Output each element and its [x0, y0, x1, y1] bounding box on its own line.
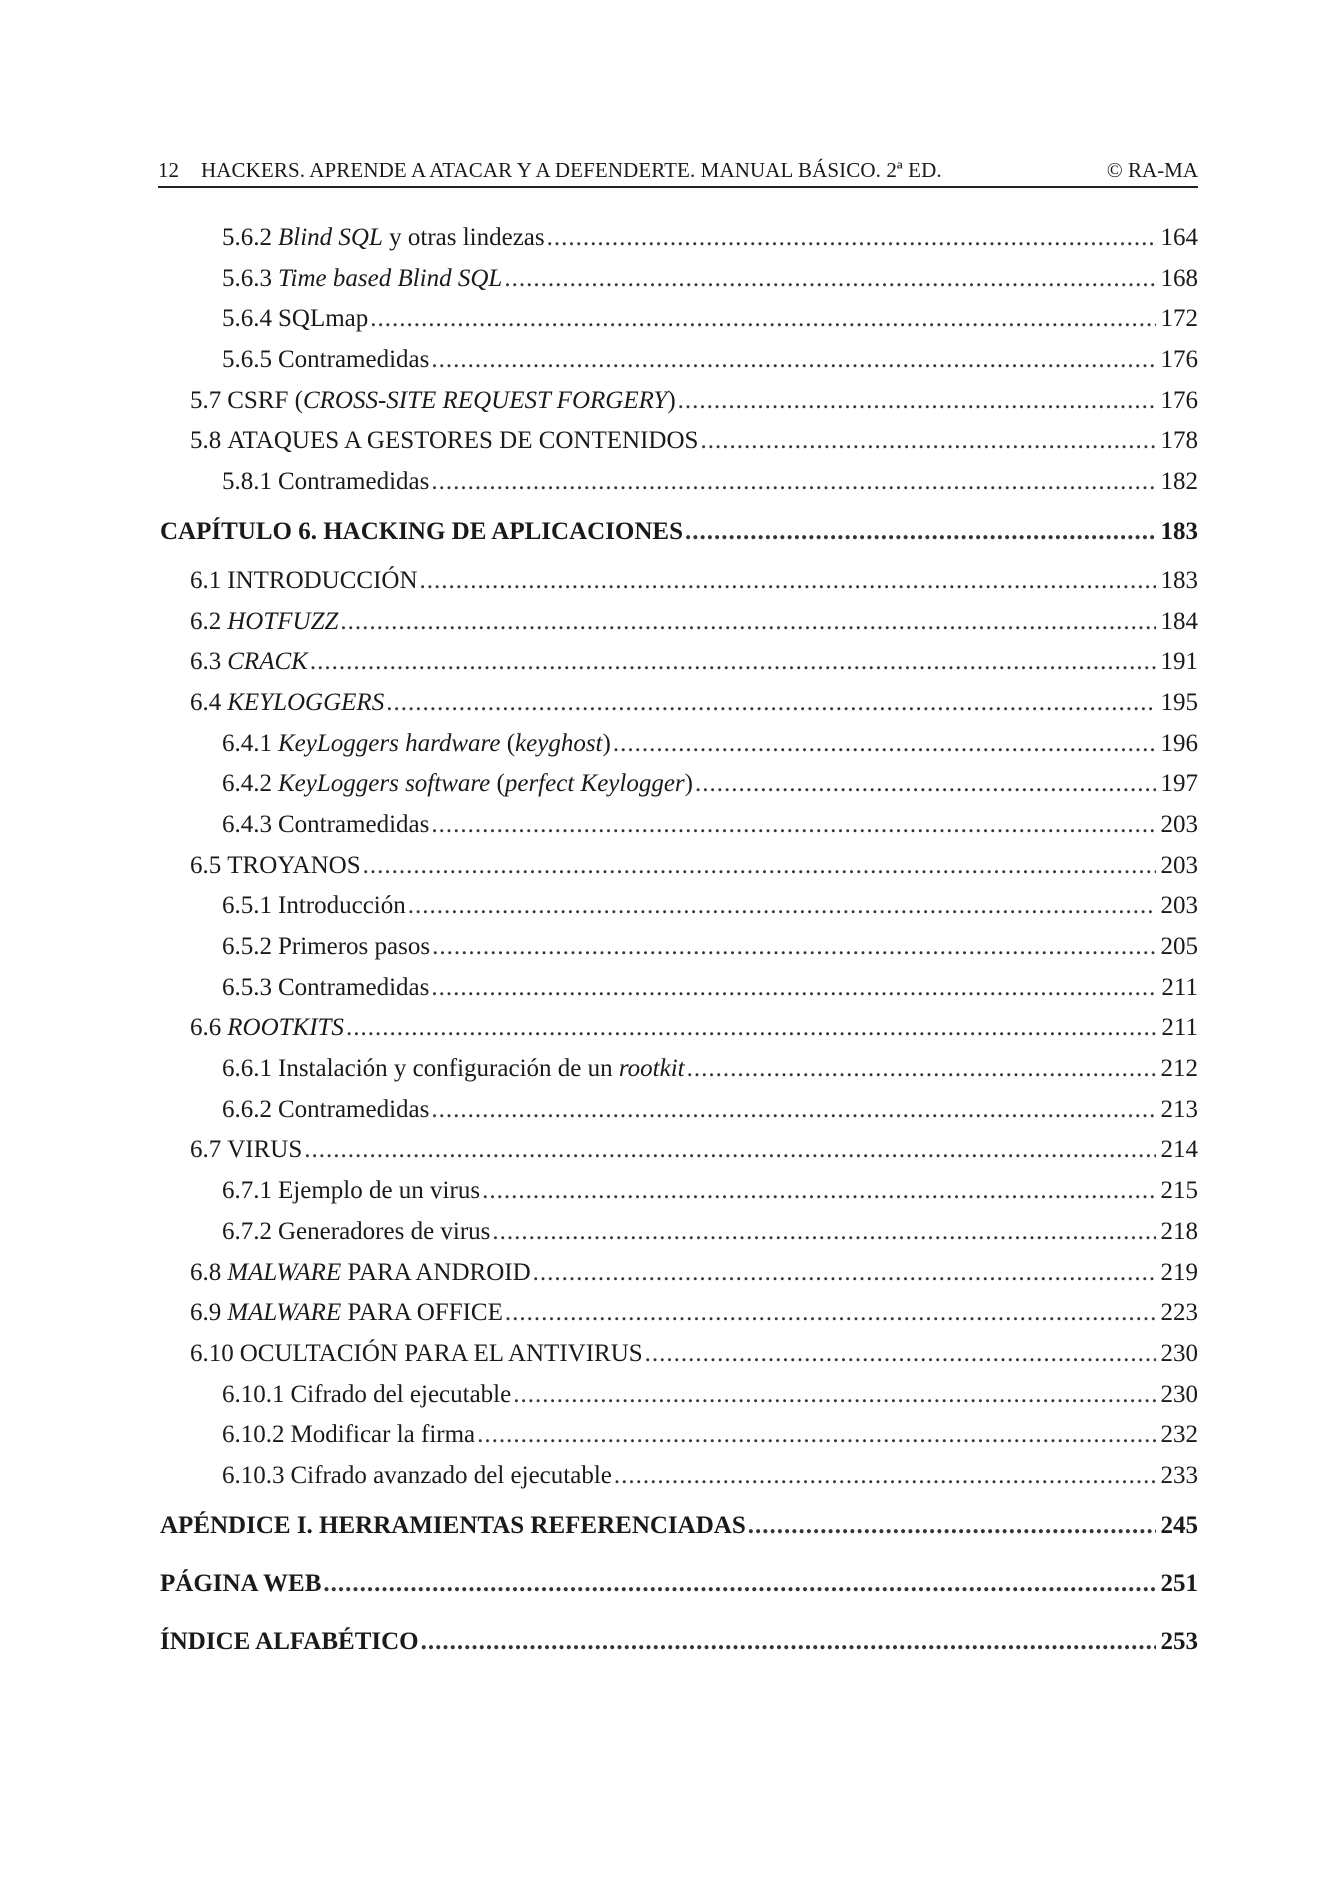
- toc-entry[interactable]: [160, 642, 1198, 683]
- toc-entry-number: 6.5: [190, 851, 222, 879]
- dot-leader: [431, 805, 1156, 846]
- toc-chapter-entry[interactable]: [160, 1555, 1198, 1613]
- running-header: [158, 156, 1198, 188]
- dot-leader: [386, 683, 1156, 724]
- toc-entry[interactable]: [160, 1212, 1198, 1253]
- toc-entry[interactable]: [160, 805, 1198, 846]
- toc-entry-number: 6.10: [190, 1339, 234, 1367]
- dot-leader: [431, 1090, 1156, 1131]
- dot-leader: [492, 1212, 1156, 1253]
- toc-entry-text: PARA OFFICE: [341, 1299, 503, 1327]
- toc-page-number: 223: [1160, 1299, 1198, 1327]
- toc-entry[interactable]: [160, 846, 1198, 887]
- dot-leader: [431, 462, 1156, 503]
- toc-entry-label: [190, 421, 698, 462]
- toc-entry[interactable]: [160, 1130, 1198, 1171]
- toc-entry[interactable]: [160, 1293, 1198, 1334]
- toc-entry[interactable]: [160, 927, 1198, 968]
- toc-entry-text: MALWARE: [227, 1258, 342, 1286]
- toc-entry-text: KeyLoggers hardware: [278, 729, 501, 757]
- dot-leader: [748, 1497, 1156, 1555]
- toc-page-number: 164: [1160, 224, 1198, 251]
- dot-leader: [363, 846, 1156, 887]
- toc-entry-text: ÍNDICE ALFABÉTICO: [160, 1627, 419, 1655]
- toc-entry-number: 6.4.1: [222, 729, 272, 757]
- toc-entry-text: Contramedidas: [278, 973, 430, 1001]
- toc-entry-text: Contramedidas: [278, 1095, 430, 1123]
- toc-entry-number: 6.6.1: [222, 1055, 272, 1083]
- toc-entry-number: 6.10.3: [222, 1461, 285, 1489]
- toc-entry-number: 6.7.1: [222, 1177, 272, 1205]
- toc-entry-label: [160, 1497, 746, 1555]
- dot-leader: [700, 421, 1156, 462]
- header-publisher: © RA-MA: [1106, 158, 1198, 182]
- toc-entry-label: [222, 1171, 480, 1212]
- toc-entry-number: 6.5.1: [222, 892, 272, 920]
- toc-entry-text: Instalación y configuración de un: [278, 1055, 619, 1083]
- toc-entry-text: ): [667, 386, 676, 414]
- toc-entry[interactable]: [160, 1456, 1198, 1497]
- toc-entry-text: ATAQUES A GESTORES DE CONTENIDOS: [227, 427, 699, 455]
- toc-entry-text: Generadores de virus: [278, 1217, 491, 1245]
- toc-page-number: 203: [1160, 851, 1198, 879]
- toc-entry-text: MALWARE: [227, 1299, 342, 1327]
- toc-entry[interactable]: [160, 683, 1198, 724]
- toc-entry-text: VIRUS: [227, 1136, 303, 1164]
- toc-chapter-entry[interactable]: [160, 503, 1198, 561]
- toc-entry-label: [222, 259, 502, 300]
- toc-entry[interactable]: [160, 1008, 1198, 1049]
- toc-entry[interactable]: [160, 462, 1198, 503]
- dot-leader: [645, 1334, 1156, 1375]
- dot-leader: [695, 764, 1156, 805]
- toc-entry-text: Contramedidas: [278, 468, 430, 496]
- toc-entry-text: Ejemplo de un virus: [278, 1177, 481, 1205]
- dot-leader: [340, 602, 1156, 643]
- dot-leader: [613, 724, 1156, 765]
- dot-leader: [323, 1555, 1156, 1613]
- dot-leader: [614, 1456, 1156, 1497]
- toc-page-number: 251: [1160, 1569, 1198, 1597]
- toc-page-number: 183: [1160, 566, 1198, 594]
- dot-leader: [505, 1293, 1156, 1334]
- toc-entry-number: 6.7: [190, 1136, 222, 1164]
- toc-entry-label: [222, 764, 693, 805]
- toc-page-number: 182: [1160, 468, 1198, 496]
- toc-entry-number: 6.7.2: [222, 1217, 272, 1245]
- toc-entry-text: perfect Keylogger: [504, 770, 685, 798]
- header-book-title: HACKERS. APRENDE A ATACAR Y A DEFENDERTE. MANUAL BÁSICO. 2ª ED.: [201, 158, 942, 182]
- toc-entry-number: 6.9: [190, 1299, 222, 1327]
- toc-entry-text: Blind SQL: [278, 224, 383, 251]
- dot-leader: [408, 886, 1156, 927]
- toc-entry-label: [222, 1456, 612, 1497]
- toc-entry-text: CROSS-SITE REQUEST FORGERY: [302, 386, 668, 414]
- toc-entry-label: [190, 1253, 531, 1294]
- toc-page-number: 215: [1160, 1177, 1198, 1205]
- toc-entry-text: PÁGINA WEB: [160, 1569, 322, 1597]
- toc-page-number: 212: [1160, 1055, 1198, 1083]
- toc-entry-text: KeyLoggers software: [278, 770, 491, 798]
- toc-entry-text: CRACK: [227, 648, 308, 676]
- toc-entry[interactable]: [160, 218, 1198, 259]
- toc-page-number: 205: [1160, 933, 1198, 960]
- toc-entry-text: KEYLOGGERS: [227, 688, 385, 716]
- toc-chapter-entry[interactable]: [160, 1497, 1198, 1555]
- toc-entry[interactable]: [160, 1049, 1198, 1090]
- header-page-number: 12: [158, 158, 179, 182]
- toc-entry-label: [190, 1008, 344, 1049]
- toc-page-number: 213: [1160, 1095, 1198, 1123]
- toc-chapter-entry[interactable]: [160, 1613, 1198, 1671]
- toc-entry-text: Modificar la firma: [290, 1421, 476, 1449]
- toc-entry-label: [190, 1130, 302, 1171]
- toc-entry-label: [222, 927, 430, 968]
- dot-leader: [431, 340, 1156, 381]
- toc-entry-number: 6.5.3: [222, 973, 272, 1001]
- toc-page-number: 176: [1160, 346, 1198, 374]
- toc-page-number: 232: [1160, 1421, 1198, 1449]
- toc-entry-text: Cifrado del ejecutable: [290, 1380, 512, 1408]
- toc-entry[interactable]: [160, 1253, 1198, 1294]
- toc-entry-text: Introducción: [278, 892, 406, 920]
- dot-leader: [370, 299, 1156, 340]
- toc-entry-label: [190, 1293, 503, 1334]
- toc-entry-text: HOTFUZZ: [227, 607, 339, 635]
- toc-page-number: 218: [1160, 1217, 1198, 1245]
- toc-entry-label: [222, 1049, 685, 1090]
- toc-entry-text: SQLmap: [278, 305, 369, 333]
- toc-entry[interactable]: [160, 299, 1198, 340]
- toc-entry-number: 6.4: [190, 688, 222, 716]
- toc-entry[interactable]: [160, 724, 1198, 765]
- toc-page-number: 196: [1160, 729, 1198, 757]
- toc-entry-label: [190, 381, 676, 422]
- toc-entry-number: 6.4.2: [222, 770, 272, 798]
- toc-page-number: 211: [1161, 1014, 1198, 1042]
- toc-page-number: 211: [1161, 973, 1198, 1001]
- toc-entry-text: TROYANOS: [227, 851, 361, 879]
- toc-entry-text: ): [602, 729, 611, 757]
- toc-entry-number: 6.2: [190, 607, 222, 635]
- toc-entry-label: [222, 886, 406, 927]
- toc-entry-label: [222, 968, 429, 1009]
- toc-page-number: 191: [1160, 648, 1198, 676]
- toc-page-number: 253: [1160, 1627, 1198, 1655]
- toc-entry-label: [222, 1415, 475, 1456]
- toc-entry-number: 5.6.5: [222, 346, 272, 374]
- toc-entry-number: 5.7: [190, 386, 222, 414]
- toc-page-number: 172: [1160, 305, 1198, 333]
- toc-entry-number: 5.8: [190, 427, 222, 455]
- toc-entry-text: Contramedidas: [278, 810, 430, 838]
- toc-entry-text: Primeros pasos: [278, 933, 431, 960]
- toc-entry-text: (: [500, 729, 516, 757]
- toc-page-number: 214: [1160, 1136, 1198, 1164]
- dot-leader: [431, 968, 1156, 1009]
- toc-entry-number: 6.5.2: [222, 933, 272, 960]
- toc-entry[interactable]: [160, 259, 1198, 300]
- toc-entry-text: rootkit: [618, 1055, 685, 1083]
- toc-entry-text: Time based Blind SQL: [278, 264, 503, 292]
- toc-page-number: 230: [1160, 1339, 1198, 1367]
- toc-entry-text: CAPÍTULO 6. HACKING DE APLICACIONES: [160, 517, 683, 545]
- toc-entry-label: [160, 1555, 321, 1613]
- toc-entry-number: 6.6.2: [222, 1095, 272, 1123]
- dot-leader: [504, 259, 1156, 300]
- dot-leader: [685, 503, 1156, 561]
- dot-leader: [310, 642, 1156, 683]
- toc-entry-text: INTRODUCCIÓN: [227, 566, 418, 594]
- toc-page-number: 178: [1160, 427, 1198, 455]
- toc-page-number: 195: [1160, 688, 1198, 716]
- toc-entry-label: [222, 1212, 490, 1253]
- toc-entry[interactable]: [160, 1415, 1198, 1456]
- toc-entry-number: 6.10.1: [222, 1380, 285, 1408]
- toc-entry-text: PARA ANDROID: [341, 1258, 531, 1286]
- toc-entry-text: keyghost: [515, 729, 603, 757]
- dot-leader: [420, 561, 1156, 602]
- toc-entry-label: [222, 805, 429, 846]
- toc-entry-number: 5.8.1: [222, 468, 272, 496]
- dot-leader: [547, 218, 1156, 259]
- toc-entry-label: [222, 724, 611, 765]
- dot-leader: [304, 1130, 1156, 1171]
- dot-leader: [678, 381, 1156, 422]
- toc-page-number: 219: [1160, 1258, 1198, 1286]
- toc-page-number: 197: [1160, 770, 1198, 798]
- toc-entry[interactable]: [160, 1375, 1198, 1416]
- toc-entry[interactable]: [160, 381, 1198, 422]
- toc-entry[interactable]: [160, 561, 1198, 602]
- dot-leader: [482, 1171, 1156, 1212]
- toc-entry-label: [190, 846, 361, 887]
- toc-entry-text: ROOTKITS: [227, 1014, 344, 1042]
- toc-page-number: 233: [1160, 1461, 1198, 1489]
- dot-leader: [421, 1613, 1156, 1671]
- toc-page-number: 230: [1160, 1380, 1198, 1408]
- toc-entry-label: [222, 218, 545, 259]
- toc-entry-number: 5.6.3: [222, 264, 272, 292]
- toc-entry-number: 6.3: [190, 648, 222, 676]
- toc-entry-text: Contramedidas: [278, 346, 430, 374]
- dot-leader: [432, 927, 1156, 968]
- toc-entry-label: [190, 561, 418, 602]
- toc-entry-text: APÉNDICE I. HERRAMIENTAS REFERENCIADAS: [160, 1511, 746, 1539]
- toc-entry-label: [190, 642, 308, 683]
- toc-entry-label: [190, 683, 384, 724]
- toc-entry-number: 6.8: [190, 1258, 222, 1286]
- toc-entry-number: 5.6.2: [222, 224, 272, 251]
- toc-entry-number: 6.10.2: [222, 1421, 285, 1449]
- toc-entry[interactable]: [160, 1090, 1198, 1131]
- toc-entry[interactable]: [160, 421, 1198, 462]
- toc-entry[interactable]: [160, 1171, 1198, 1212]
- toc-entry-number: 6.1: [190, 566, 222, 594]
- toc-entry-number: 6.6: [190, 1014, 222, 1042]
- toc-entry-text: Cifrado avanzado del ejecutable: [290, 1461, 612, 1489]
- toc-page-number: 183: [1160, 517, 1198, 545]
- toc-entry-label: [222, 462, 429, 503]
- toc-page-number: 176: [1160, 386, 1198, 414]
- toc-entry-label: [222, 299, 368, 340]
- toc-entry[interactable]: [160, 602, 1198, 643]
- toc-entry[interactable]: [160, 764, 1198, 805]
- toc-entry-label: [222, 1090, 429, 1131]
- toc-entry-label: [190, 1334, 643, 1375]
- toc-entry-text: y otras lindezas: [382, 224, 545, 251]
- toc-entry-number: 5.6.4: [222, 305, 272, 333]
- toc-page-number: 245: [1160, 1511, 1198, 1539]
- dot-leader: [533, 1253, 1156, 1294]
- toc-page-number: 203: [1160, 810, 1198, 838]
- dot-leader: [513, 1375, 1156, 1416]
- toc-entry[interactable]: [160, 1334, 1198, 1375]
- toc-entry-label: [190, 602, 338, 643]
- table-of-contents: [160, 218, 1198, 1671]
- toc-entry-label: [160, 503, 683, 561]
- toc-page-number: 184: [1160, 607, 1198, 635]
- toc-entry-label: [222, 340, 429, 381]
- dot-leader: [477, 1415, 1156, 1456]
- toc-entry-text: ): [684, 770, 693, 798]
- toc-entry-number: 6.4.3: [222, 810, 272, 838]
- toc-page-number: 168: [1160, 264, 1198, 292]
- toc-entry-text: CSRF (: [227, 386, 303, 414]
- toc-entry-label: [222, 1375, 511, 1416]
- dot-leader: [346, 1008, 1156, 1049]
- toc-entry-text: OCULTACIÓN PARA EL ANTIVIRUS: [239, 1339, 643, 1367]
- dot-leader: [687, 1049, 1156, 1090]
- toc-entry-text: (: [490, 770, 505, 798]
- toc-entry[interactable]: [160, 340, 1198, 381]
- toc-entry[interactable]: [160, 886, 1198, 927]
- toc-page-number: 203: [1160, 892, 1198, 920]
- toc-entry[interactable]: [160, 968, 1198, 1009]
- toc-entry-label: [160, 1613, 419, 1671]
